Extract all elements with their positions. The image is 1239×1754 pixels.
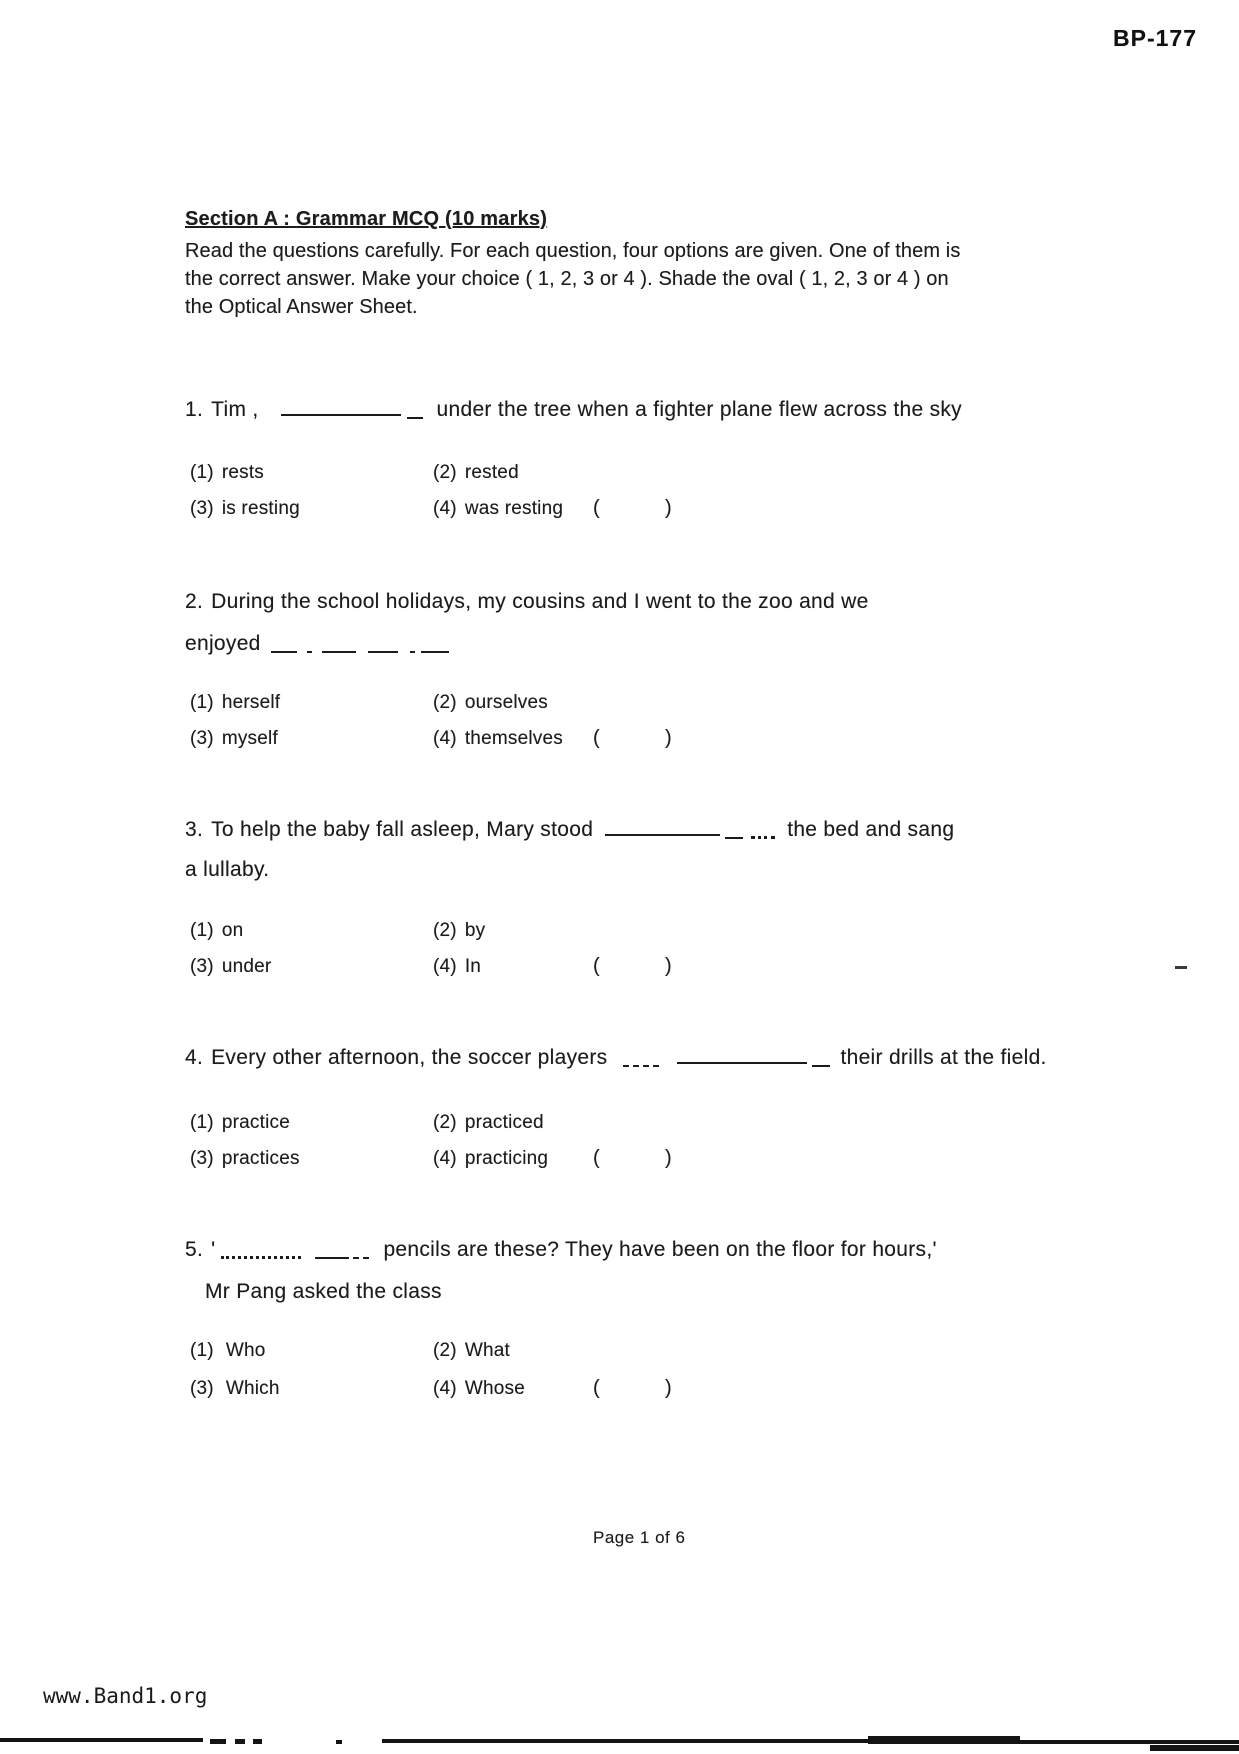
q1-option-2: (2) rested bbox=[433, 462, 519, 483]
q3-option-1: (1) on bbox=[190, 920, 244, 941]
question-3-text-line1 bbox=[185, 818, 954, 842]
question-2-text-line2 bbox=[185, 632, 449, 656]
q5-option-1: (1) Who bbox=[190, 1340, 266, 1361]
q2-option-4: (4) themselves bbox=[433, 728, 563, 749]
q3-option-2: (2) by bbox=[433, 920, 486, 941]
scan-line-segment bbox=[253, 1739, 262, 1744]
q5-option-3: (3) Which bbox=[190, 1378, 280, 1399]
q4-answer-bracket-open: ( bbox=[593, 1147, 600, 1169]
q2-blank-dash bbox=[421, 639, 449, 653]
q5-number: 5. bbox=[185, 1238, 204, 1261]
q4-before-blank: Every other afternoon, the soccer players bbox=[211, 1046, 608, 1069]
instructions-line-2: the correct answer. Make your choice ( 1, 2, 3 or 4 ). Shade the oval ( 1, 2, 3 or 4 ) on bbox=[185, 268, 949, 290]
scan-line-segment bbox=[0, 1738, 203, 1742]
section-heading: Section A : Grammar MCQ (10 marks) bbox=[185, 208, 548, 230]
scan-line-segment bbox=[1150, 1745, 1239, 1751]
question-5-text-line1 bbox=[185, 1238, 937, 1262]
q5-answer-bracket-close: ) bbox=[665, 1377, 672, 1399]
question-2-text-line1: 2. During the school holidays, my cousins and I went to the zoo and we bbox=[185, 590, 869, 613]
q2-option-2: (2) ourselves bbox=[433, 692, 548, 713]
q4-option-2: (2) practiced bbox=[433, 1112, 544, 1133]
watermark-url: www.Band1.org bbox=[43, 1684, 208, 1708]
scan-line-segment bbox=[868, 1736, 1020, 1744]
q3-option-4: (4) In bbox=[433, 956, 482, 977]
q3-answer-bracket-close: ) bbox=[665, 955, 672, 977]
question-1-text bbox=[185, 398, 962, 422]
q4-option-1: (1) practice bbox=[190, 1112, 290, 1133]
q1-before-blank: Tim , bbox=[211, 398, 259, 421]
q5-answer-bracket-open: ( bbox=[593, 1377, 600, 1399]
question-3-text-line2: a lullaby. bbox=[185, 858, 270, 881]
page-number-label: Page 1 of 6 bbox=[593, 1528, 686, 1547]
doc-code: BP-177 bbox=[1113, 25, 1197, 51]
q2-blank-dot bbox=[307, 639, 312, 653]
q1-after-blank: under the tree when a fighter plane flew across the sky bbox=[436, 398, 962, 421]
q4-option-3: (3) practices bbox=[190, 1148, 300, 1169]
q3-blank-dash bbox=[725, 825, 743, 839]
q1-blank-line bbox=[281, 402, 401, 416]
q4-answer-bracket-close: ) bbox=[665, 1147, 672, 1169]
q3-number: 3. bbox=[185, 818, 204, 841]
q1-answer-bracket-close: ) bbox=[665, 497, 672, 519]
question-5-text-line2: Mr Pang asked the class bbox=[205, 1280, 442, 1303]
q1-blank-dash bbox=[407, 405, 423, 419]
scan-line-segment bbox=[336, 1740, 342, 1744]
scan-line-segment bbox=[235, 1739, 245, 1744]
q2-blank-dash bbox=[368, 639, 398, 653]
q3-option-3: (3) under bbox=[190, 956, 272, 977]
q5-blank-dash bbox=[353, 1245, 369, 1259]
q2-number: 2. bbox=[185, 590, 204, 613]
q1-answer-bracket-open: ( bbox=[593, 497, 600, 519]
scan-artifact-dash bbox=[1175, 966, 1187, 969]
scan-line-segment bbox=[1018, 1740, 1239, 1744]
q3-blank-dots bbox=[751, 824, 775, 839]
q2-answer-bracket-open: ( bbox=[593, 727, 600, 749]
q4-blank-dash bbox=[623, 1053, 659, 1067]
q5-open-quote: ' bbox=[211, 1238, 216, 1261]
q2-blank-dot bbox=[410, 639, 415, 653]
q4-option-4: (4) practicing bbox=[433, 1148, 549, 1169]
q3-blank-line bbox=[605, 822, 720, 836]
instructions-line-1: Read the questions carefully. For each question, four options are given. One of them is bbox=[185, 240, 961, 262]
q4-blank-dash-tail bbox=[812, 1053, 830, 1067]
scan-line-segment bbox=[382, 1739, 872, 1743]
q2-blank-dash bbox=[322, 639, 356, 653]
q5-option-4: (4) Whose bbox=[433, 1378, 525, 1399]
scan-line-segment bbox=[210, 1739, 226, 1744]
q2-answer-bracket-close: ) bbox=[665, 727, 672, 749]
q3-after-blank: the bed and sang bbox=[787, 818, 955, 841]
q2-option-1: (1) herself bbox=[190, 692, 281, 713]
instructions-line-3: the Optical Answer Sheet. bbox=[185, 296, 418, 318]
q2-before-blank: enjoyed bbox=[185, 632, 261, 655]
q4-blank-line bbox=[677, 1050, 807, 1064]
q3-answer-bracket-open: ( bbox=[593, 955, 600, 977]
q4-after-blank: their drills at the field. bbox=[840, 1046, 1047, 1069]
q5-after-blank: pencils are these? They have been on the floor for hours,' bbox=[383, 1238, 937, 1261]
q3-before-blank: To help the baby fall asleep, Mary stood bbox=[211, 818, 594, 841]
q1-option-1: (1) rests bbox=[190, 462, 265, 483]
question-4-text bbox=[185, 1046, 1047, 1070]
q1-option-4: (4) was resting bbox=[433, 498, 564, 519]
q4-number: 4. bbox=[185, 1046, 204, 1069]
q2-blank-dash bbox=[271, 639, 297, 653]
q1-number: 1. bbox=[185, 398, 204, 421]
q5-blank-line bbox=[315, 1245, 349, 1259]
q1-option-3: (3) is resting bbox=[190, 498, 300, 519]
q5-option-2: (2) What bbox=[433, 1340, 510, 1361]
q2-option-3: (3) myself bbox=[190, 728, 278, 749]
q5-blank-dots bbox=[221, 1244, 301, 1259]
